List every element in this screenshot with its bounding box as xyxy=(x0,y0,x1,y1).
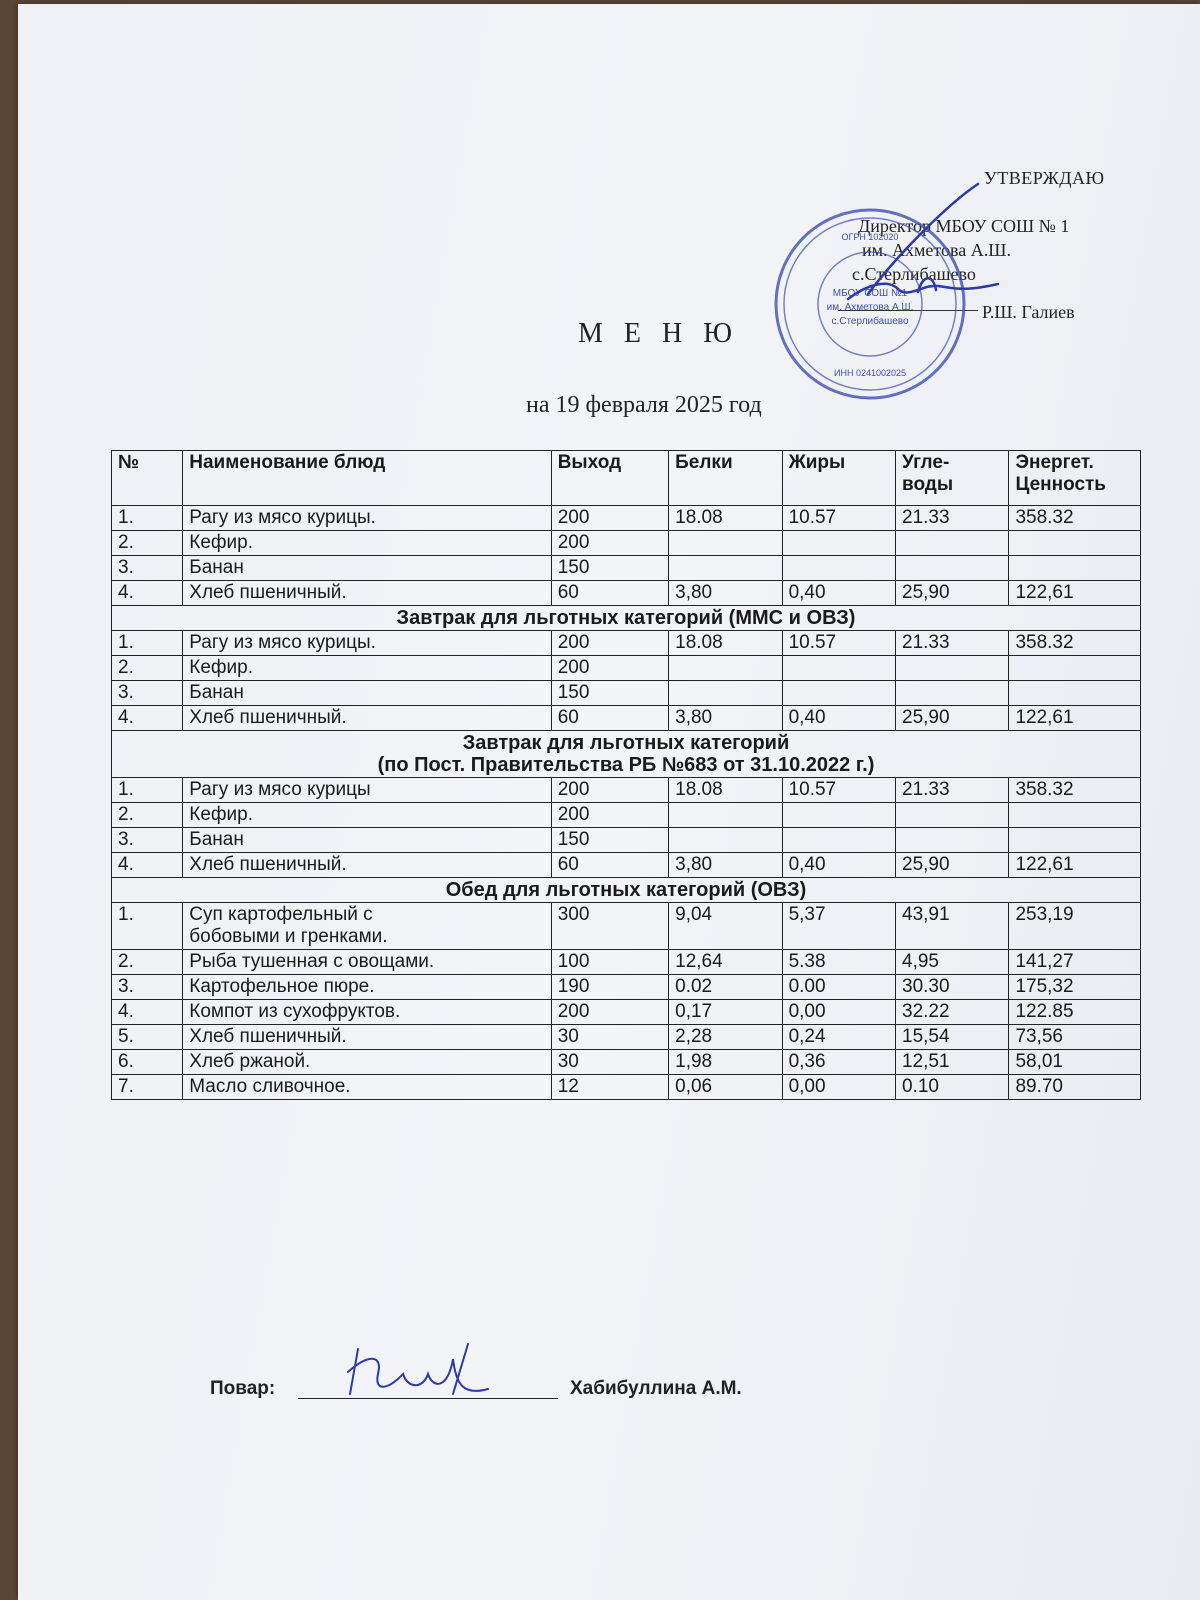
cell-dish-name: Картофельное пюре. xyxy=(183,975,551,1000)
cell-proteins: 0.02 xyxy=(669,975,782,1000)
cell-proteins: 12,64 xyxy=(669,950,782,975)
cell-fats: 0,40 xyxy=(782,706,895,731)
cell-fats: 10.57 xyxy=(782,506,895,531)
cell-output: 200 xyxy=(551,656,668,681)
table-row xyxy=(112,950,1141,975)
cell-energy: 122,61 xyxy=(1009,853,1141,878)
cell-energy: 358.32 xyxy=(1009,631,1141,656)
cell-dish-name: Хлеб ржаной. xyxy=(183,1050,551,1075)
cell-energy xyxy=(1009,556,1141,581)
table-row xyxy=(112,1025,1141,1050)
cell-output: 150 xyxy=(551,828,668,853)
cell-proteins xyxy=(669,556,782,581)
cell-output: 190 xyxy=(551,975,668,1000)
cell-energy xyxy=(1009,656,1141,681)
cell-number: 4. xyxy=(112,706,183,731)
cell-output: 150 xyxy=(551,556,668,581)
cell-output: 30 xyxy=(551,1050,668,1075)
cell-number: 1. xyxy=(112,506,183,531)
cell-number: 4. xyxy=(112,581,183,606)
header-fats: Жиры xyxy=(782,451,895,506)
table-row xyxy=(112,556,1141,581)
cell-output: 60 xyxy=(551,581,668,606)
header-energy: Энергет. Ценность xyxy=(1009,451,1141,506)
approval-title: УТВЕРЖДАЮ xyxy=(984,168,1105,188)
cell-fats xyxy=(782,531,895,556)
cell-number: 7. xyxy=(112,1075,183,1100)
cell-proteins xyxy=(669,828,782,853)
cell-number: 3. xyxy=(112,828,183,853)
cell-fats: 0,24 xyxy=(782,1025,895,1050)
stamp-inner-line-3: с.Стерлибашево xyxy=(831,316,909,327)
stamp-inner-line-2: им. Ахметова А.Ш. xyxy=(826,302,914,313)
cell-fats: 0,00 xyxy=(782,1000,895,1025)
section-header-row xyxy=(112,606,1141,631)
cell-energy xyxy=(1009,803,1141,828)
cell-energy: 89.70 xyxy=(1009,1075,1141,1100)
cell-output: 200 xyxy=(551,778,668,803)
cell-dish-name: Компот из сухофруктов. xyxy=(183,1000,551,1025)
table-row xyxy=(112,903,1141,950)
cell-proteins xyxy=(669,531,782,556)
cell-number: 1. xyxy=(112,778,183,803)
cook-label: Повар: xyxy=(210,1378,276,1399)
cell-fats xyxy=(782,556,895,581)
cell-output: 100 xyxy=(551,950,668,975)
approval-director-name: Р.Ш. Галиев xyxy=(982,302,1075,322)
cell-carbs xyxy=(896,556,1009,581)
cook-signature xyxy=(328,1334,498,1404)
cell-output: 60 xyxy=(551,706,668,731)
cell-dish-name: Хлеб пшеничный. xyxy=(183,581,551,606)
stamp-ogrn: ОГРН 102020 xyxy=(841,232,899,242)
cell-energy xyxy=(1009,681,1141,706)
menu-date: на 19 февраля 2025 год xyxy=(526,392,762,418)
cell-proteins: 2,28 xyxy=(669,1025,782,1050)
cell-number: 3. xyxy=(112,556,183,581)
cell-dish-name: Банан xyxy=(183,681,551,706)
cell-energy: 122.85 xyxy=(1009,1000,1141,1025)
cell-fats: 0,40 xyxy=(782,581,895,606)
approval-village: с.Стерлибашево xyxy=(852,264,976,284)
cell-dish-name: Кефир. xyxy=(183,531,551,556)
cell-energy: 73,56 xyxy=(1009,1025,1141,1050)
cell-dish-name: Суп картофельный с бобовыми и гренками. xyxy=(183,903,551,950)
cell-number: 4. xyxy=(112,1000,183,1025)
cell-proteins: 18.08 xyxy=(669,506,782,531)
table-row xyxy=(112,828,1141,853)
cell-fats: 0,36 xyxy=(782,1050,895,1075)
cell-proteins: 3,80 xyxy=(669,581,782,606)
cell-energy: 253,19 xyxy=(1009,903,1141,950)
cell-number: 5. xyxy=(112,1025,183,1050)
cell-carbs: 30.30 xyxy=(896,975,1009,1000)
cell-number: 6. xyxy=(112,1050,183,1075)
cell-number: 3. xyxy=(112,975,183,1000)
table-row xyxy=(112,853,1141,878)
cell-number: 2. xyxy=(112,803,183,828)
cell-fats xyxy=(782,803,895,828)
section-title: Завтрак для льготных категорий (по Пост. Правительства РБ №683 от 31.10.2022 г.) xyxy=(112,731,1141,778)
cell-carbs: 21.33 xyxy=(896,778,1009,803)
table-row xyxy=(112,681,1141,706)
cell-carbs: 4,95 xyxy=(896,950,1009,975)
cell-number: 1. xyxy=(112,631,183,656)
cell-energy: 58,01 xyxy=(1009,1050,1141,1075)
cell-energy: 358.32 xyxy=(1009,506,1141,531)
header-dish-name: Наименование блюд xyxy=(183,451,551,506)
cell-carbs: 0.10 xyxy=(896,1075,1009,1100)
cell-output: 150 xyxy=(551,681,668,706)
cell-dish-name: Рагу из мясо курицы. xyxy=(183,631,551,656)
cell-energy xyxy=(1009,531,1141,556)
cell-carbs: 21.33 xyxy=(896,506,1009,531)
table-row xyxy=(112,581,1141,606)
stamp-inn: ИНН 0241002025 xyxy=(833,368,907,378)
menu-title: М Е Н Ю xyxy=(578,318,739,349)
cell-carbs: 32.22 xyxy=(896,1000,1009,1025)
table-row xyxy=(112,1075,1141,1100)
approval-school-name: им. Ахметова А.Ш. xyxy=(862,240,1011,260)
table-row xyxy=(112,706,1141,731)
cell-carbs: 25,90 xyxy=(896,581,1009,606)
cell-fats: 10.57 xyxy=(782,631,895,656)
stamp-inner-line-1: МБОУ СОШ №1 xyxy=(832,288,908,299)
table-row xyxy=(112,1050,1141,1075)
cell-fats: 5,37 xyxy=(782,903,895,950)
cell-energy: 358.32 xyxy=(1009,778,1141,803)
table-row xyxy=(112,506,1141,531)
table-row xyxy=(112,1000,1141,1025)
cell-output: 200 xyxy=(551,531,668,556)
cell-dish-name: Хлеб пшеничный. xyxy=(183,706,551,731)
approval-director: Директор МБОУ СОШ № 1 xyxy=(858,216,1070,236)
cell-energy xyxy=(1009,828,1141,853)
cell-number: 3. xyxy=(112,681,183,706)
table-row xyxy=(112,531,1141,556)
cell-carbs xyxy=(896,681,1009,706)
cell-proteins: 3,80 xyxy=(669,706,782,731)
cell-fats: 5.38 xyxy=(782,950,895,975)
cell-output: 200 xyxy=(551,631,668,656)
cell-fats: 0.00 xyxy=(782,975,895,1000)
cell-energy: 141,27 xyxy=(1009,950,1141,975)
cell-number: 4. xyxy=(112,853,183,878)
cell-carbs: 12,51 xyxy=(896,1050,1009,1075)
menu-table xyxy=(111,450,1141,1100)
cell-fats: 10.57 xyxy=(782,778,895,803)
cell-output: 300 xyxy=(551,903,668,950)
cell-carbs: 21.33 xyxy=(896,631,1009,656)
cell-number: 1. xyxy=(112,903,183,950)
table-header-row xyxy=(112,451,1141,506)
cell-dish-name: Кефир. xyxy=(183,803,551,828)
cell-proteins xyxy=(669,803,782,828)
cell-proteins: 0,17 xyxy=(669,1000,782,1025)
cell-dish-name: Рагу из мясо курицы. xyxy=(183,506,551,531)
cell-dish-name: Рагу из мясо курицы xyxy=(183,778,551,803)
cell-output: 60 xyxy=(551,853,668,878)
cell-fats xyxy=(782,828,895,853)
cell-dish-name: Хлеб пшеничный. xyxy=(183,1025,551,1050)
paper-sheet xyxy=(18,4,1200,1600)
section-title: Завтрак для льготных категорий (ММС и ОВЗ) xyxy=(112,606,1141,631)
cell-dish-name: Рыба тушенная с овощами. xyxy=(183,950,551,975)
cell-output: 12 xyxy=(551,1075,668,1100)
section-header-row xyxy=(112,878,1141,903)
cook-signature-line xyxy=(298,1398,558,1399)
section-title: Обед для льготных категорий (ОВЗ) xyxy=(112,878,1141,903)
cell-proteins xyxy=(669,681,782,706)
table-row xyxy=(112,778,1141,803)
cell-dish-name: Банан xyxy=(183,828,551,853)
cell-number: 2. xyxy=(112,950,183,975)
director-signature xyxy=(828,174,1028,324)
header-proteins: Белки xyxy=(669,451,782,506)
cell-output: 30 xyxy=(551,1025,668,1050)
cell-number: 2. xyxy=(112,531,183,556)
cell-number: 2. xyxy=(112,656,183,681)
cell-proteins: 18.08 xyxy=(669,778,782,803)
section-header-row xyxy=(112,731,1141,778)
cell-proteins: 18.08 xyxy=(669,631,782,656)
header-carbs: Угле- воды xyxy=(896,451,1009,506)
cell-carbs: 25,90 xyxy=(896,853,1009,878)
table-row xyxy=(112,975,1141,1000)
table-row xyxy=(112,803,1141,828)
cell-dish-name: Хлеб пшеничный. xyxy=(183,853,551,878)
cell-dish-name: Кефир. xyxy=(183,656,551,681)
cell-carbs: 15,54 xyxy=(896,1025,1009,1050)
cell-fats: 0,00 xyxy=(782,1075,895,1100)
cell-proteins xyxy=(669,656,782,681)
cell-carbs: 25,90 xyxy=(896,706,1009,731)
cell-output: 200 xyxy=(551,803,668,828)
cell-proteins: 9,04 xyxy=(669,903,782,950)
cell-output: 200 xyxy=(551,1000,668,1025)
cell-energy: 122,61 xyxy=(1009,706,1141,731)
cell-energy: 122,61 xyxy=(1009,581,1141,606)
cell-energy: 175,32 xyxy=(1009,975,1141,1000)
cell-fats: 0,40 xyxy=(782,853,895,878)
cell-carbs: 43,91 xyxy=(896,903,1009,950)
cell-proteins: 1,98 xyxy=(669,1050,782,1075)
cell-fats xyxy=(782,681,895,706)
cell-fats xyxy=(782,656,895,681)
cell-carbs xyxy=(896,531,1009,556)
cell-carbs xyxy=(896,656,1009,681)
cook-name: Хабибуллина А.М. xyxy=(570,1378,742,1399)
cell-proteins: 3,80 xyxy=(669,853,782,878)
cell-output: 200 xyxy=(551,506,668,531)
table-row xyxy=(112,631,1141,656)
cell-carbs xyxy=(896,803,1009,828)
cell-proteins: 0,06 xyxy=(669,1075,782,1100)
header-output: Выход xyxy=(551,451,668,506)
table-row xyxy=(112,656,1141,681)
cell-carbs xyxy=(896,828,1009,853)
cell-dish-name: Масло сливочное. xyxy=(183,1075,551,1100)
header-number: № xyxy=(112,451,183,506)
cell-dish-name: Банан xyxy=(183,556,551,581)
